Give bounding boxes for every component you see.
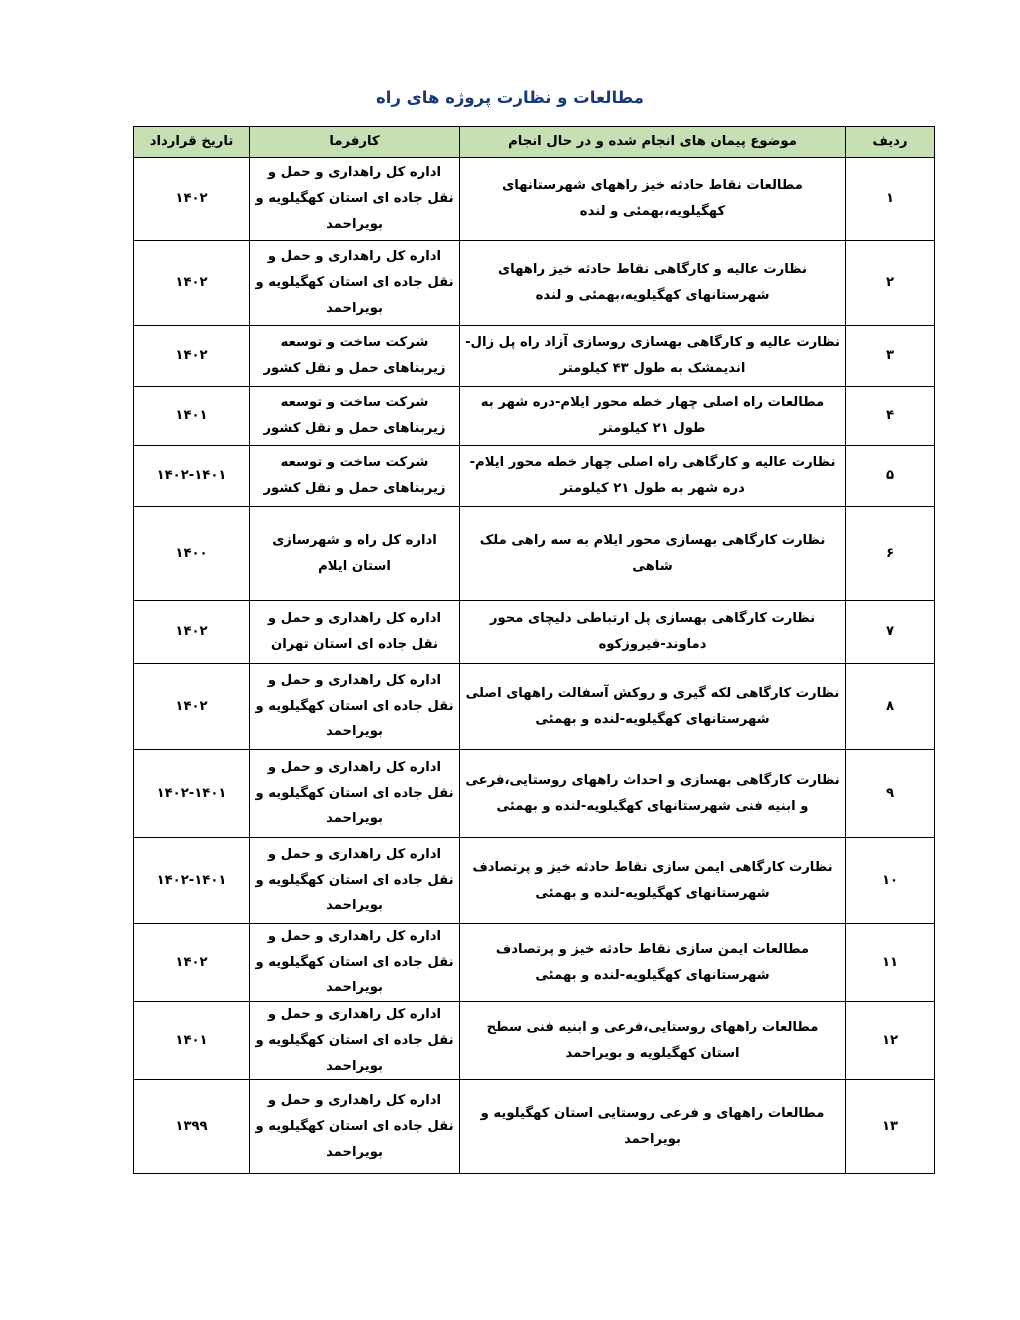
column-header-karfarma: کارفرما (250, 127, 460, 158)
cell-subject: مطالعات نقاط حادثه خیز راههای شهرستانهای کهگیلویه،بهمئی و لنده (460, 158, 846, 241)
table-row (134, 326, 935, 387)
projects-table-container (134, 126, 935, 1174)
table-row (134, 1002, 935, 1080)
cell-karfarma: اداره کل راهداری و حمل و نقل جاده ای استان تهران (250, 601, 460, 664)
cell-subject: مطالعات راههای و فرعی روستایی استان کهگیلویه و بویراحمد (460, 1080, 846, 1174)
cell-date: ۱۴۰۱ (134, 387, 250, 446)
cell-date: ۱۴۰۲ (134, 241, 250, 326)
table-row (134, 446, 935, 507)
cell-subject: مطالعات راههای روستایی،فرعی و ابنیه فنی سطح استان کهگیلویه و بویراحمد (460, 1002, 846, 1080)
cell-subject: نظارت عالیه و کارگاهی بهسازی روسازی آزاد راه پل زال-اندیمشک به طول ۴۳ کیلومتر (460, 326, 846, 387)
cell-subject: مطالعات ایمن سازی نقاط حادثه خیز و پرتصادف شهرستانهای کهگیلویه-لنده و بهمئی (460, 924, 846, 1002)
cell-date: ۱۴۰۲-۱۴۰۱ (134, 838, 250, 924)
cell-date: ۱۴۰۲-۱۴۰۱ (134, 446, 250, 507)
table-row (134, 601, 935, 664)
cell-date: ۱۴۰۱ (134, 1002, 250, 1080)
cell-radif: ۱۱ (846, 924, 935, 1002)
cell-radif: ۴ (846, 387, 935, 446)
cell-radif: ۱۲ (846, 1002, 935, 1080)
cell-karfarma: شرکت ساخت و توسعه زیربناهای حمل و نقل کشور (250, 387, 460, 446)
cell-karfarma: اداره کل راهداری و حمل و نقل جاده ای استان کهگیلویه و بویراحمد (250, 1080, 460, 1174)
cell-subject: نظارت کارگاهی بهسازی و احداث راههای روستایی،فرعی و ابنیه فنی شهرستانهای کهگیلویه-لنده و بهمئی (460, 750, 846, 838)
cell-karfarma: اداره کل راهداری و حمل و نقل جاده ای استان کهگیلویه و بویراحمد (250, 838, 460, 924)
cell-radif: ۱ (846, 158, 935, 241)
projects-table (133, 126, 935, 1174)
cell-date: ۱۳۹۹ (134, 1080, 250, 1174)
cell-subject: نظارت عالیه و کارگاهی نقاط حادثه خیز راههای شهرستانهای کهگیلویه،بهمئی و لنده (460, 241, 846, 326)
column-header-radif: ردیف (846, 127, 935, 158)
cell-karfarma: اداره کل راهداری و حمل و نقل جاده ای استان کهگیلویه و بویراحمد (250, 664, 460, 750)
cell-radif: ۱۳ (846, 1080, 935, 1174)
cell-radif: ۱۰ (846, 838, 935, 924)
table-row (134, 838, 935, 924)
table-header (134, 127, 935, 158)
table-row (134, 387, 935, 446)
table-row (134, 241, 935, 326)
cell-karfarma: اداره کل راهداری و حمل و نقل جاده ای استان کهگیلویه و بویراحمد (250, 158, 460, 241)
table-row (134, 664, 935, 750)
table-row (134, 750, 935, 838)
table-row (134, 158, 935, 241)
column-header-date: تاریخ قرارداد (134, 127, 250, 158)
cell-subject: نظارت عالیه و کارگاهی راه اصلی چهار خطه محور ایلام-دره شهر به طول ۲۱ کیلومتر (460, 446, 846, 507)
cell-karfarma: اداره کل راهداری و حمل و نقل جاده ای استان کهگیلویه و بویراحمد (250, 750, 460, 838)
cell-radif: ۷ (846, 601, 935, 664)
cell-karfarma: شرکت ساخت و توسعه زیربناهای حمل و نقل کشور (250, 446, 460, 507)
cell-radif: ۳ (846, 326, 935, 387)
cell-karfarma: اداره کل راهداری و حمل و نقل جاده ای استان کهگیلویه و بویراحمد (250, 241, 460, 326)
table-row (134, 924, 935, 1002)
cell-subject: نظارت کارگاهی بهسازی محور ایلام به سه راهی ملک شاهی (460, 507, 846, 601)
table-row (134, 507, 935, 601)
cell-karfarma: اداره کل راهداری و حمل و نقل جاده ای استان کهگیلویه و بویراحمد (250, 1002, 460, 1080)
cell-date: ۱۴۰۲ (134, 924, 250, 1002)
table-header-row (134, 127, 935, 158)
cell-date: ۱۴۰۰ (134, 507, 250, 601)
cell-radif: ۹ (846, 750, 935, 838)
cell-date: ۱۴۰۲ (134, 158, 250, 241)
cell-date: ۱۴۰۲ (134, 326, 250, 387)
cell-subject: نظارت کارگاهی لکه گیری و روکش آسفالت راههای اصلی شهرستانهای کهگیلویه-لنده و بهمئی (460, 664, 846, 750)
page-title: مطالعات و نظارت پروژه های راه (376, 88, 644, 107)
cell-date: ۱۴۰۲ (134, 664, 250, 750)
cell-subject: نظارت کارگاهی بهسازی پل ارتباطی دلیچای محور دماوند-فیروزکوه (460, 601, 846, 664)
cell-radif: ۶ (846, 507, 935, 601)
cell-karfarma: اداره کل راهداری و حمل و نقل جاده ای استان کهگیلویه و بویراحمد (250, 924, 460, 1002)
cell-karfarma: اداره کل راه و شهرسازی استان ایلام (250, 507, 460, 601)
column-header-subject: موضوع پیمان های انجام شده و در حال انجام (460, 127, 846, 158)
cell-radif: ۲ (846, 241, 935, 326)
table-body (134, 158, 935, 1174)
cell-subject: نظارت کارگاهی ایمن سازی نقاط حادثه خیز و پرتصادف شهرستانهای کهگیلویه-لنده و بهمئی (460, 838, 846, 924)
cell-karfarma: شرکت ساخت و توسعه زیربناهای حمل و نقل کشور (250, 326, 460, 387)
table-row (134, 1080, 935, 1174)
cell-subject: مطالعات راه اصلی چهار خطه محور ایلام-دره شهر به طول ۲۱ کیلومتر (460, 387, 846, 446)
cell-date: ۱۴۰۲ (134, 601, 250, 664)
cell-date: ۱۴۰۲-۱۴۰۱ (134, 750, 250, 838)
cell-radif: ۸ (846, 664, 935, 750)
cell-radif: ۵ (846, 446, 935, 507)
